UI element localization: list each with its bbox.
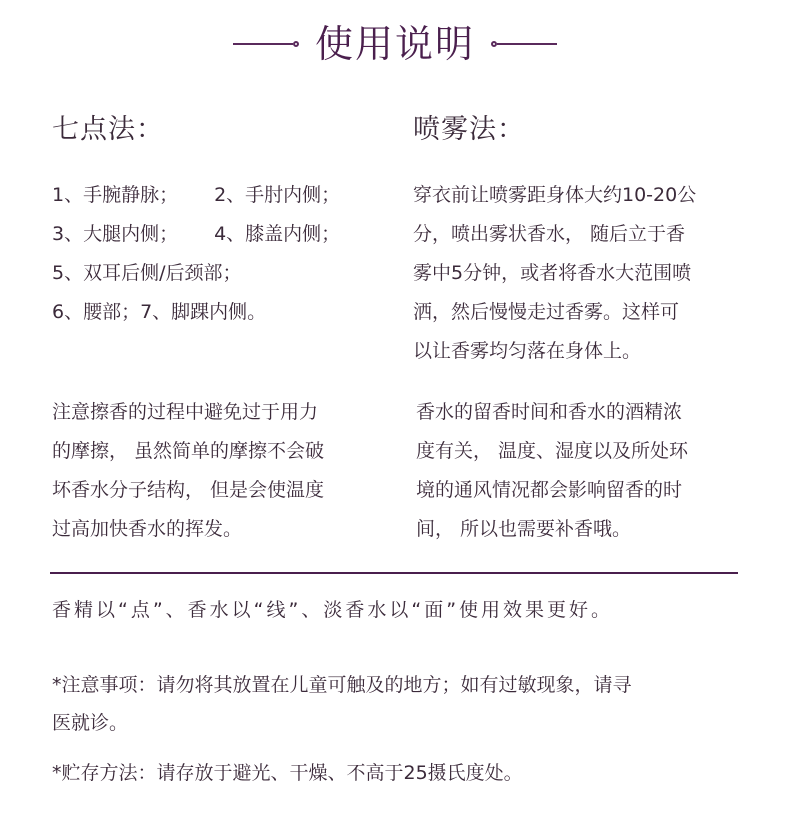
point-row	[52, 293, 392, 332]
text-line: 穿衣前让喷雾距身体大约10-20公	[413, 184, 697, 206]
text-line: 注意擦香的过程中避免过于用力	[52, 401, 319, 423]
page-title: 使用说明	[314, 22, 475, 66]
seven-point-section	[52, 110, 392, 332]
text-line: 的摩擦， 虽然简单的摩擦不会破	[52, 440, 325, 462]
spray-heading: 喷雾法：	[413, 114, 525, 145]
spray-section	[413, 110, 743, 371]
title-bar	[0, 14, 790, 74]
point-row	[52, 215, 392, 254]
text-line: *注意事项：请勿将其放置在儿童可触及的地方；如有过敏现象，请寻	[52, 674, 632, 696]
storage-notice: *贮存方法：请存放于避光、干燥、不高于25摄氏度处。	[52, 762, 523, 784]
text-line: 境的通风情况都会影响留香的时	[416, 479, 683, 501]
usage-summary: 香精以“点”、香水以“线”、淡香水以“面”使用效果更好。	[52, 599, 614, 621]
point-item: 4、膝盖内侧；	[214, 223, 341, 245]
text-line: 分，喷出雾状香水， 随后立于香	[413, 223, 686, 245]
point-item: 1、手腕静脉；	[52, 184, 179, 206]
text-line: 过高加快香水的挥发。	[52, 518, 243, 540]
point-row	[52, 254, 392, 293]
longevity-note	[416, 393, 746, 549]
rubbing-note-text	[52, 393, 392, 549]
rubbing-note	[52, 393, 392, 549]
text-line: 洒，然后慢慢走过香雾。这样可	[413, 301, 680, 323]
title-left-line	[233, 43, 293, 45]
longevity-note-text	[416, 393, 746, 549]
section-divider	[50, 572, 738, 574]
point-row	[52, 176, 392, 215]
text-line: 以让香雾均匀落在身体上。	[413, 340, 642, 362]
text-line: 医就诊。	[52, 712, 129, 734]
text-line: 坏香水分子结构， 但是会使温度	[52, 479, 325, 501]
point-item: 3、大腿内侧；	[52, 223, 179, 245]
text-line: 雾中5分钟，或者将香水大范围喷	[413, 262, 692, 284]
text-line: 香水的留香时间和香水的酒精浓	[416, 401, 683, 423]
text-line: 间， 所以也需要补香哦。	[416, 518, 632, 540]
point-item: 2、手肘内侧；	[214, 184, 341, 206]
spray-text	[413, 176, 743, 371]
point-item: 5、双耳后侧/后颈部；	[52, 262, 242, 284]
point-item: 6、腰部；7、脚踝内侧。	[52, 301, 267, 323]
text-line: 度有关， 温度、湿度以及所处环	[416, 440, 689, 462]
seven-point-heading: 七点法：	[52, 114, 164, 145]
title-right-line	[497, 43, 557, 45]
safety-notice	[52, 666, 752, 742]
title-left-dot	[293, 41, 299, 47]
